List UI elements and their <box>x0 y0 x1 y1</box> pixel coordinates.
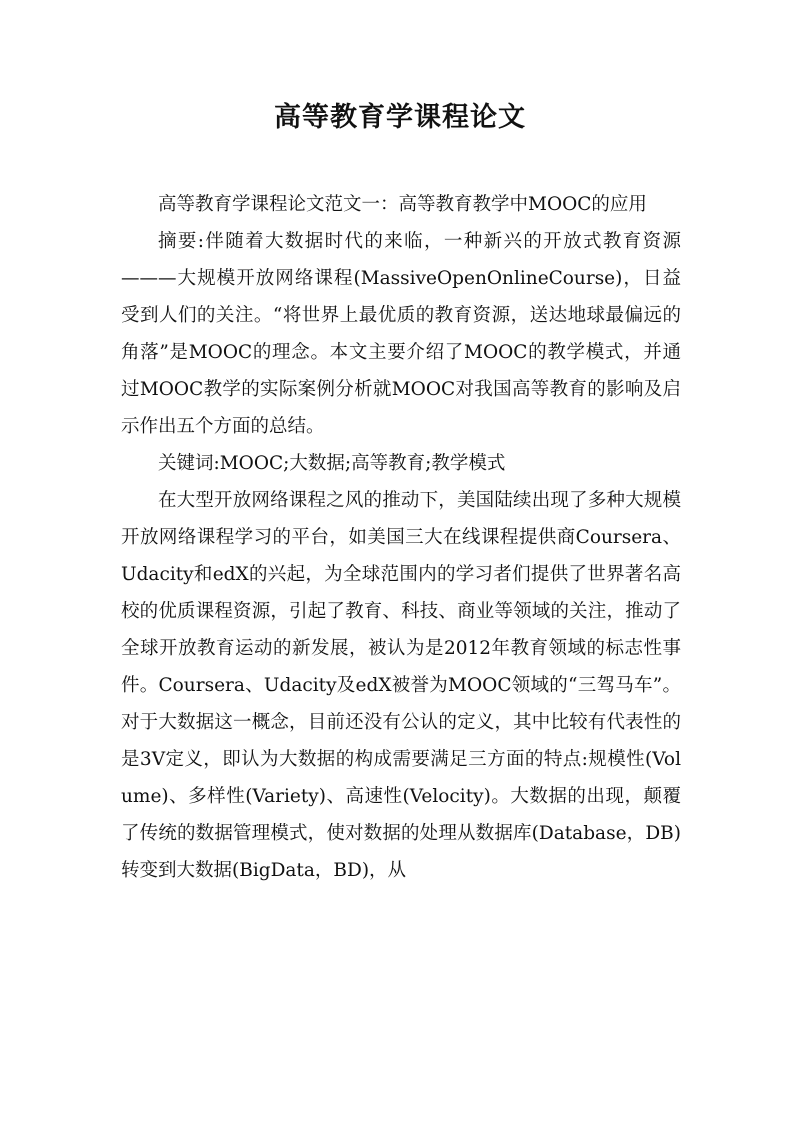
paragraph-body: 在大型开放网络课程之风的推动下，美国陆续出现了多种大规模开放网络课程学习的平台，如美国三大在线课程提供商Coursera、Udacity和edX的兴起，为全球范围内的学习者们提供了世界著名高校的优质课程资源，引起了教育、科技、商业等领域的关注，推动了全球开放教育运动的新发展，被认为是2012年教育领域的标志性事件。Coursera、Udacity及edX被誉为MOOC领域的“三驾马车”。对于大数据这一概念，目前还没有公认的定义，其中比较有代表性的是3V定义，即认为大数据的构成需要满足三方面的特点:规模性(Volume)、多样性(Variety)、高速性(Velocity)。大数据的出现，颠覆了传统的数据管理模式，使对数据的处理从数据库(Database，DB)转变到大数据(BigData，BD)，从 <box>121 490 681 881</box>
paragraph-keywords: 关键词:MOOC;大数据;高等教育;教学模式 <box>158 453 506 474</box>
paragraph-abstract: 摘要:伴随着大数据时代的来临，一种新兴的开放式教育资源———大规模开放网络课程(MassiveOpenOnlineCourse)，日益受到人们的关注。“将世界上最优质的教育资源，送达地球最偏远的角落”是MOOC的理念。本文主要介绍了MOOC的教学模式，并通过MOOC教学的实际案例分析就MOOC对我国高等教育的影响及启示作出五个方面的总结。 <box>121 231 681 437</box>
paragraph-subtitle: 高等教育学课程论文范文一：高等教育教学中MOOC的应用 <box>158 194 647 215</box>
document-body <box>121 186 681 889</box>
document-title: 高等教育学课程论文 <box>274 102 526 133</box>
